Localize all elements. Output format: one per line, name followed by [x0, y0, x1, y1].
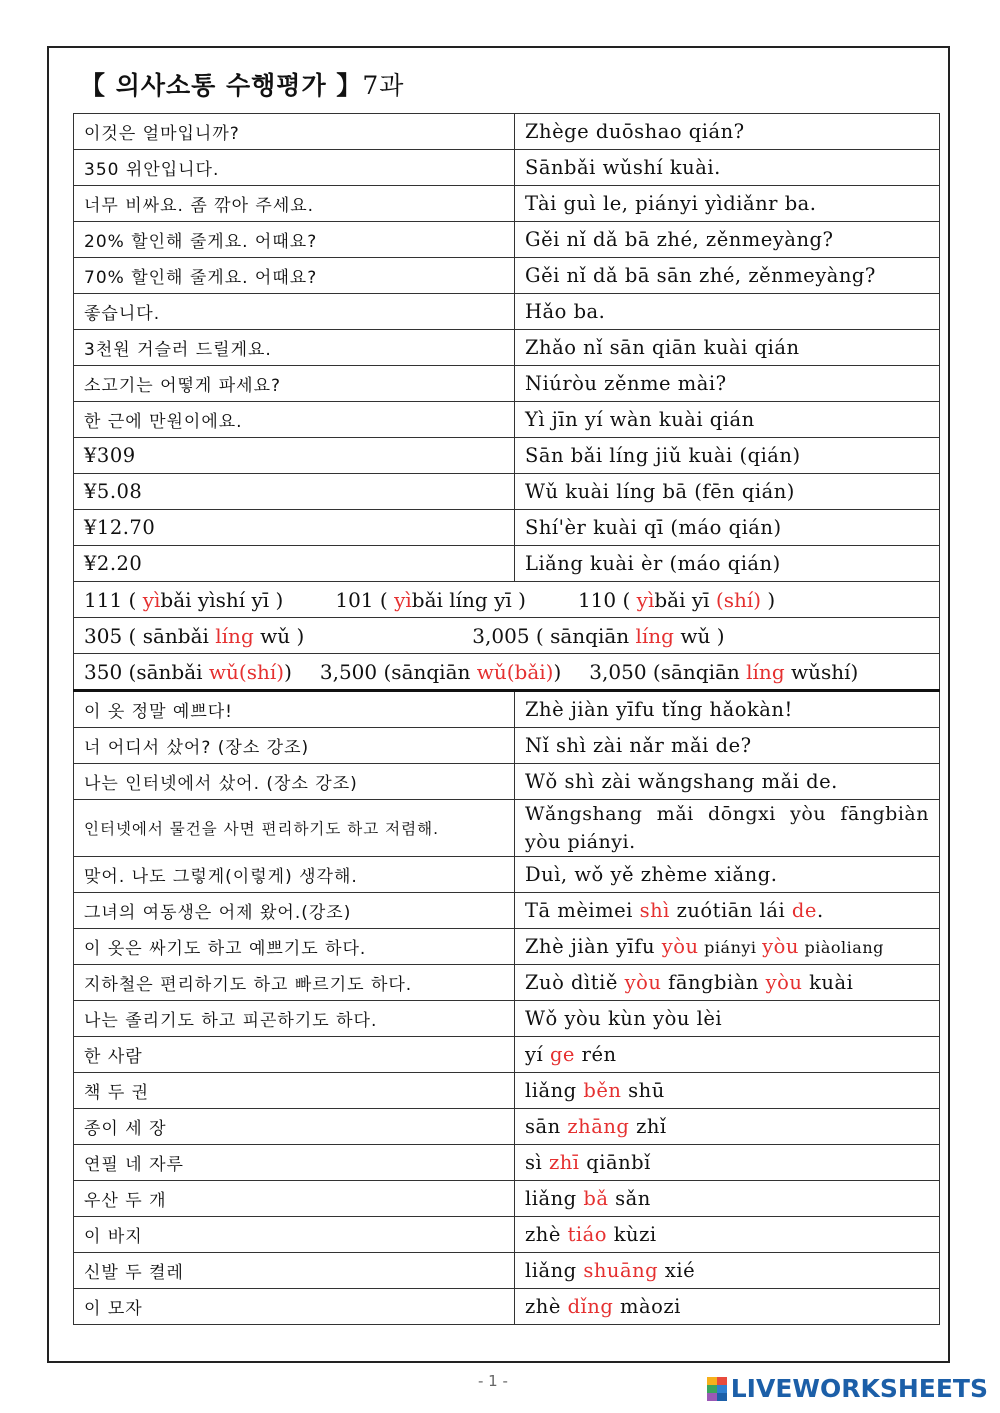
korean-cell: 나는 졸리기도 하고 피곤하기도 하다.: [74, 1001, 515, 1037]
pinyin: wǔshí): [784, 659, 859, 684]
pinyin-cell: [515, 800, 940, 857]
korean-cell: 책 두 권: [74, 1073, 515, 1109]
table-row: [74, 1253, 940, 1289]
pinyin-cell: Shí'èr kuài qī (máo qián): [515, 510, 940, 546]
korean-cell: 나는 인터넷에서 샀어. (장소 강조): [74, 764, 515, 800]
number-cell: [74, 618, 940, 654]
pinyin-text: Tā mèimei: [525, 899, 640, 922]
pinyin-cell: Sānbǎi wǔshí kuài.: [515, 150, 940, 186]
pinyin-text: zuótiān lái: [669, 899, 792, 922]
pinyin-text: liǎng: [525, 1187, 584, 1210]
table-row: [74, 1289, 940, 1325]
korean-cell: 이 옷은 싸기도 하고 예쁘기도 하다.: [74, 929, 515, 965]
highlight-word: shuāng: [583, 1259, 659, 1282]
table-row: [74, 1145, 940, 1181]
number-350: 350: [84, 659, 123, 684]
korean-cell: ¥2.20: [74, 546, 515, 582]
highlight-word: zhī: [548, 1151, 580, 1174]
table-row: [74, 965, 940, 1001]
korean-cell: 신발 두 켤레: [74, 1253, 515, 1289]
korean-cell: ¥12.70: [74, 510, 515, 546]
korean-cell: 너무 비싸요. 좀 깎아 주세요.: [74, 186, 515, 222]
pinyin-cell: [515, 929, 940, 965]
highlight: wǔ(bǎi): [476, 659, 554, 684]
pinyin-cell: Yì jīn yí wàn kuài qián: [515, 402, 940, 438]
pinyin-text: .: [816, 899, 824, 922]
title-text: 【 의사소통 수행평가 】: [80, 71, 363, 100]
number-row-2: [74, 618, 940, 654]
table-row: [74, 1037, 940, 1073]
table-row: [74, 1181, 940, 1217]
pinyin-text: Zhè jiàn yīfu tǐng hǎokàn!: [525, 698, 793, 721]
number-row-3: [74, 654, 940, 691]
table-row: [74, 186, 940, 222]
highlight: líng: [215, 623, 254, 648]
korean-cell: 소고기는 어떻게 파세요?: [74, 366, 515, 402]
table-body-numbers: [74, 582, 940, 691]
pinyin: ( sānbǎi: [128, 623, 216, 648]
pinyin-text: sì: [525, 1151, 549, 1174]
table-row: [74, 893, 940, 929]
korean-cell: 종이 세 장: [74, 1109, 515, 1145]
table-row: [74, 546, 940, 582]
pinyin-cell: Niúròu zěnme mài?: [515, 366, 940, 402]
table-body-phrases: [74, 114, 940, 582]
table-row: [74, 510, 940, 546]
table-row: [74, 800, 940, 857]
pinyin-cell: [515, 764, 940, 800]
highlight-word: běn: [583, 1079, 622, 1102]
table-row: [74, 222, 940, 258]
korean-cell: 이것은 얼마입니까?: [74, 114, 515, 150]
table-row: [74, 330, 940, 366]
paren: (: [379, 587, 395, 612]
pinyin-text: sān: [525, 1115, 568, 1138]
highlight: yì: [394, 587, 412, 612]
korean-cell: 지하철은 편리하기도 하고 빠르기도 하다.: [74, 965, 515, 1001]
pinyin-text: zhǐ: [629, 1115, 667, 1138]
pinyin-text: fāngbiàn: [661, 971, 766, 994]
pinyin-cell: [515, 1289, 940, 1325]
pinyin-text: Wǒ shì zài wǎngshang mǎi de.: [525, 770, 838, 793]
pinyin-cell: [515, 1037, 940, 1073]
pinyin: (sānqiān: [652, 659, 747, 684]
korean-cell: 그녀의 여동생은 어제 왔어.(강조): [74, 893, 515, 929]
table-row: [74, 1073, 940, 1109]
number-101: 101: [335, 587, 374, 612]
pinyin-text: Zuò dìtiě: [525, 971, 625, 994]
title-lesson: 7과: [362, 71, 405, 100]
pinyin-cell: Sān bǎi líng jiǔ kuài (qián): [515, 438, 940, 474]
korean-cell: 이 옷 정말 예쁘다!: [74, 691, 515, 728]
highlight-word: ge: [549, 1043, 575, 1066]
pinyin-text: Wǒ yòu kùn yòu lèi: [525, 1007, 723, 1030]
pinyin-text: zhè: [525, 1223, 568, 1246]
page-number: - 1 -: [478, 1372, 508, 1390]
pinyin-cell: [515, 1217, 940, 1253]
pinyin-text: shū: [621, 1079, 665, 1102]
number-3500: 3,500: [319, 659, 378, 684]
pinyin-cell: [515, 1001, 940, 1037]
korean-cell: 연필 네 자루: [74, 1145, 515, 1181]
liveworksheets-icon: [707, 1377, 727, 1401]
brand-logo: [707, 1374, 988, 1403]
pinyin: wǔ ): [673, 623, 725, 648]
highlight: líng: [635, 623, 674, 648]
highlight-word: tiáo: [567, 1223, 608, 1246]
korean-cell: 우산 두 개: [74, 1181, 515, 1217]
highlight: yì: [636, 587, 655, 612]
pinyin-text: zhè: [525, 1295, 568, 1318]
pinyin-text: Wǎngshang mǎi dōngxi yòu fāngbiàn yòu piányi.: [525, 803, 929, 853]
korean-cell: 좋습니다.: [74, 294, 515, 330]
pinyin-cell: Tài guì le, piányi yìdiǎnr ba.: [515, 186, 940, 222]
pinyin-text: sǎn: [608, 1187, 651, 1210]
pinyin-cell: [515, 1109, 940, 1145]
pinyin-cell: Wǔ kuài líng bā (fēn qián): [515, 474, 940, 510]
table-row: [74, 728, 940, 764]
number-row-1: [74, 582, 940, 618]
pinyin: bǎi líng yī ): [411, 587, 526, 612]
table-row: [74, 294, 940, 330]
highlight-word: shì: [639, 899, 670, 922]
number-110: 110: [577, 587, 617, 612]
korean-cell: 이 모자: [74, 1289, 515, 1325]
pinyin: ( sānqiān: [535, 623, 636, 648]
pinyin-text: yí: [525, 1043, 550, 1066]
phrase-table: [73, 113, 940, 1325]
highlight: yì: [142, 587, 161, 612]
number-305: 305: [84, 623, 123, 648]
korean-cell: 350 위안입니다.: [74, 150, 515, 186]
highlight: wǔ(shí): [208, 659, 285, 684]
paren: ): [761, 587, 776, 612]
table-row: [74, 1217, 940, 1253]
pinyin-text: liǎng: [525, 1079, 584, 1102]
table-body-grammar: [74, 691, 940, 1325]
pinyin-cell: [515, 857, 940, 893]
table-row: [74, 258, 940, 294]
korean-cell: 한 사람: [74, 1037, 515, 1073]
pinyin-text: kuài: [802, 971, 854, 994]
korean-cell: 맞어. 나도 그렇게(이렇게) 생각해.: [74, 857, 515, 893]
table-row: [74, 114, 940, 150]
pinyin-cell: [515, 893, 940, 929]
pinyin: bǎi yī: [654, 587, 716, 612]
highlight-word: yòu: [624, 971, 662, 994]
paren: ): [553, 659, 562, 684]
pinyin: wǔ ): [253, 623, 305, 648]
pinyin-cell: Zhège duōshao qián?: [515, 114, 940, 150]
number-3050: 3,050: [589, 659, 647, 684]
pinyin-cell: [515, 728, 940, 764]
korean-cell: 한 근에 만원이에요.: [74, 402, 515, 438]
korean-cell: 70% 할인해 줄게요. 어때요?: [74, 258, 515, 294]
paren: (: [622, 587, 637, 612]
pinyin-text: qiānbǐ: [579, 1151, 651, 1174]
table-row: [74, 366, 940, 402]
korean-cell: 이 바지: [74, 1217, 515, 1253]
pinyin-text: piàoliang: [798, 938, 884, 957]
pinyin-cell: [515, 1253, 940, 1289]
pinyin-text: Zhè jiàn yīfu: [525, 935, 662, 958]
table-row: [74, 438, 940, 474]
paren: (: [128, 587, 143, 612]
number-cell: [74, 582, 940, 618]
highlight-word: yòu: [661, 935, 699, 958]
pinyin-text: piányi: [698, 938, 763, 957]
pinyin-cell: Liǎng kuài èr (máo qián): [515, 546, 940, 582]
number-cell: [74, 654, 940, 691]
korean-cell: ¥5.08: [74, 474, 515, 510]
pinyin-cell: [515, 965, 940, 1001]
paren: ): [284, 659, 292, 684]
highlight: (shí): [715, 587, 762, 612]
korean-cell: 3천원 거슬러 드릴게요.: [74, 330, 515, 366]
highlight-word: bǎ: [583, 1187, 609, 1210]
table-row: [74, 691, 940, 728]
table-row: [74, 929, 940, 965]
pinyin-text: kùzi: [607, 1223, 657, 1246]
pinyin-text: rén: [574, 1043, 617, 1066]
pinyin-cell: [515, 1181, 940, 1217]
table-row: [74, 402, 940, 438]
pinyin-cell: [515, 691, 940, 728]
number-3005: 3,005: [472, 623, 530, 648]
korean-cell: 너 어디서 샀어? (장소 강조): [74, 728, 515, 764]
pinyin: bǎi yìshí yī ): [160, 587, 284, 612]
korean-cell: 20% 할인해 줄게요. 어때요?: [74, 222, 515, 258]
pinyin-text: liǎng: [525, 1259, 584, 1282]
pinyin: (sānbǎi: [128, 659, 209, 684]
pinyin-text: màozi: [613, 1295, 681, 1318]
table-row: [74, 857, 940, 893]
highlight-word: dǐng: [567, 1295, 614, 1318]
pinyin-cell: [515, 1145, 940, 1181]
table-row: [74, 1001, 940, 1037]
pinyin-cell: Zhǎo nǐ sān qiān kuài qián: [515, 330, 940, 366]
page-title: [80, 66, 404, 102]
table-row: [74, 150, 940, 186]
number-111: 111: [84, 587, 123, 612]
highlight-word: de: [791, 899, 817, 922]
pinyin-cell: Gěi nǐ dǎ bā zhé, zěnmeyàng?: [515, 222, 940, 258]
table-row: [74, 474, 940, 510]
pinyin-text: Duì, wǒ yě zhème xiǎng.: [525, 863, 778, 886]
highlight-word: yòu: [765, 971, 803, 994]
highlight-word: zhāng: [567, 1115, 630, 1138]
table-row: [74, 764, 940, 800]
brand-name: LIVEWORKSHEETS: [730, 1374, 988, 1403]
pinyin-cell: Gěi nǐ dǎ bā sān zhé, zěnmeyàng?: [515, 258, 940, 294]
pinyin-text: Nǐ shì zài nǎr mǎi de?: [525, 734, 752, 757]
highlight-word: yòu: [762, 935, 799, 958]
highlight: líng: [746, 659, 785, 684]
korean-cell: 인터넷에서 물건을 사면 편리하기도 하고 저렴해.: [74, 800, 515, 857]
pinyin-cell: [515, 1073, 940, 1109]
korean-cell: ¥309: [74, 438, 515, 474]
pinyin-cell: Hǎo ba.: [515, 294, 940, 330]
table-row: [74, 1109, 940, 1145]
pinyin-text: xié: [658, 1259, 696, 1282]
pinyin: (sānqiān: [383, 659, 477, 684]
